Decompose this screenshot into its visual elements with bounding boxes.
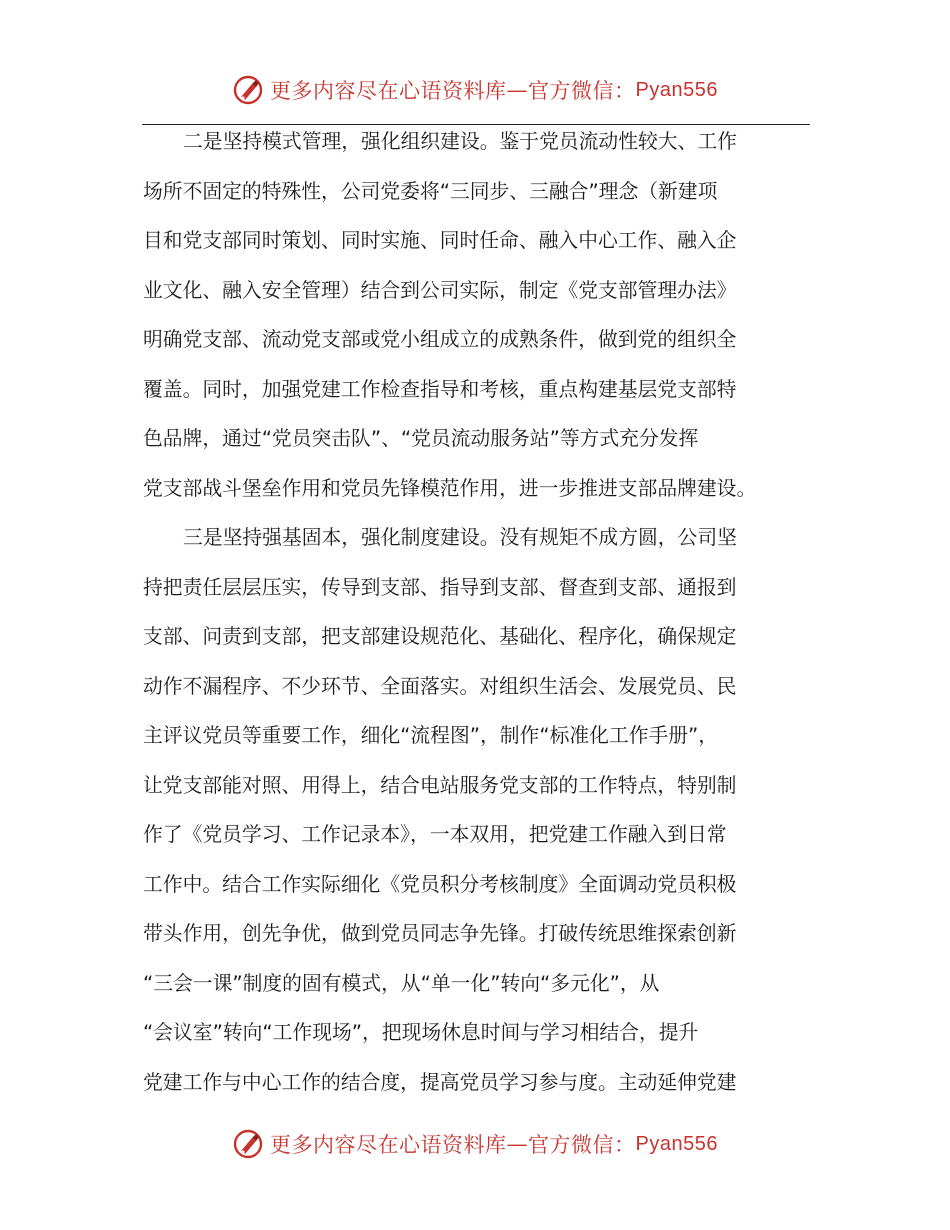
text-line: 党支部战斗堡垒作用和党员先锋模范作用，进一步推进支部品牌建设。	[143, 476, 757, 500]
banner-wechat-label: 官方微信：	[528, 79, 636, 103]
banner-wechat-label: 官方微信：	[528, 1133, 636, 1157]
text-line: 持把责任层层压实，传导到支部、指导到支部、督查到支部、通报到	[143, 575, 737, 599]
text-line: 作了《党员学习、工作记录本》，一本双用，把党建工作融入到日常	[143, 823, 727, 846]
footer-banner	[0, 1124, 950, 1164]
banner-main-text: 更多内容尽在心语资料库	[270, 79, 507, 103]
text-line: “会议室”转向“工作现场”，把现场休息时间与学习相结合，提升	[143, 1021, 699, 1044]
text-line: 工作中。结合工作实际细化《党员积分考核制度》全面调动党员积极	[143, 872, 737, 896]
banner-wechat-id: Pyan556	[635, 78, 718, 101]
banner-separator: —	[506, 1132, 529, 1156]
text-line: 场所不固定的特殊性，公司党委将“三同步、三融合”理念（新建项	[143, 179, 718, 203]
pen-seal-logo-icon	[232, 1128, 264, 1160]
text-line: 主评议党员等重要工作，细化“流程图”，制作“标准化工作手册”，	[143, 724, 719, 747]
text-line: 目和党支部同时策划、同时实施、同时任命、融入中心工作、融入企	[143, 229, 737, 252]
text-line: 业文化、融入安全管理）结合到公司实际，制定《党支部管理办法》	[143, 278, 737, 302]
pen-seal-logo-icon	[232, 74, 264, 106]
text-line: 让党支部能对照、用得上，结合电站服务党支部的工作特点，特别制	[143, 773, 737, 797]
header-banner	[0, 70, 950, 110]
text-line: 三是坚持强基固本，强化制度建设。没有规矩不成方圆，公司坚	[183, 526, 737, 549]
text-line: 二是坚持模式管理，强化组织建设。鉴于党员流动性较大、工作	[183, 130, 737, 153]
text-line: 支部、问责到支部，把支部建设规范化、基础化、程序化，确保规定	[143, 625, 737, 648]
text-line: “三会一课”制度的固有模式，从“单一化”转向“多元化”，从	[143, 971, 660, 995]
text-line: 党建工作与中心工作的结合度，提高党员学习参与度。主动延伸党建	[143, 1070, 737, 1094]
text-line: 明确党支部、流动党支部或党小组成立的成熟条件，做到党的组织全	[143, 328, 737, 351]
paragraph-3	[143, 513, 808, 1107]
banner-separator: —	[506, 78, 529, 102]
banner-main-text: 更多内容尽在心语资料库	[270, 1133, 507, 1157]
text-line: 色品牌，通过“党员突击队”、“党员流动服务站”等方式充分发挥	[143, 427, 699, 450]
text-line: 动作不漏程序、不少环节、全面落实。对组织生活会、发展党员、民	[143, 674, 737, 698]
paragraph-2	[143, 117, 808, 513]
text-line: 带头作用，创先争优，做到党员同志争先锋。打破传统思维探索创新	[143, 922, 737, 945]
text-line: 覆盖。同时，加强党建工作检查指导和考核，重点构建基层党支部特	[143, 377, 737, 401]
banner-wechat-id: Pyan556	[635, 1132, 718, 1155]
document-body	[143, 117, 808, 1107]
